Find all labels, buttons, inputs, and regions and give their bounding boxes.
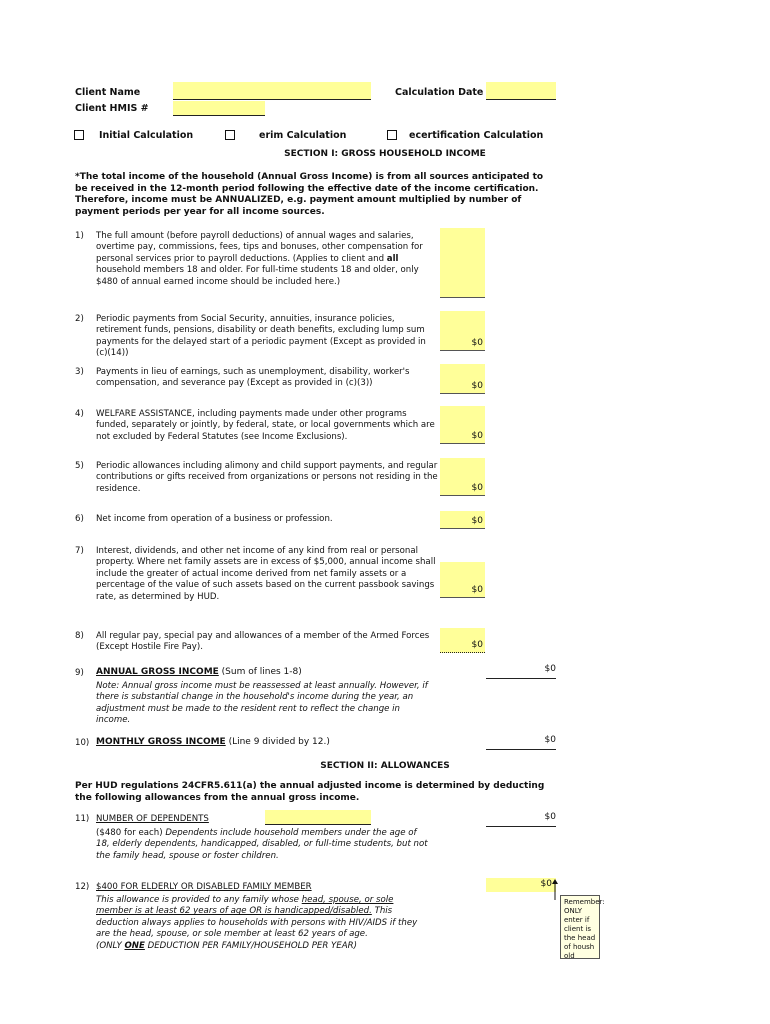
item-5-value[interactable]: $0 xyxy=(440,458,485,496)
item-8-number: 8) xyxy=(75,631,84,641)
section-2-intro: Per HUD regulations 24CFR5.611(a) the annual adjusted income is determined by deducting the following allowances from the annual gross income. xyxy=(75,781,545,803)
item-5-number: 5) xyxy=(75,461,84,471)
item-4-value[interactable]: $0 xyxy=(440,406,485,444)
item-1-description: The full amount (before payroll deductions) of annual wages and salaries, overtime pay, commissions, fees, tips and bonuses, other compensation for personal services prior to payroll deductions. (Applies to client and all household members 18 and older. For full-time students 18 and older, only $480 of annual earned income should be included here.) xyxy=(96,231,423,287)
monthly-gross-income-heading: MONTHLY GROSS INCOME (Line 9 divided by 12.) xyxy=(96,737,330,747)
item-6-number: 6) xyxy=(75,514,84,524)
item-3-description: Payments in lieu of earnings, such as unemployment, disability, worker's compensation, and severance pay (Except as provided in (c)(3)) xyxy=(96,367,410,389)
interim-calculation-label: erim Calculation xyxy=(259,130,347,141)
number-of-dependents-input[interactable] xyxy=(265,810,371,825)
item-5-description: Periodic allowances including alimony and child support payments, and regular contributions or gifts received from organizations or persons not residing in the residence. xyxy=(96,461,438,494)
client-name-label: Client Name xyxy=(75,87,141,98)
annual-gross-income-value: $0 xyxy=(486,664,556,679)
client-hmis-label: Client HMIS # xyxy=(75,103,149,114)
annual-gross-income-heading: ANNUAL GROSS INCOME (Sum of lines 1-8) xyxy=(96,667,302,677)
initial-calculation-label: Initial Calculation xyxy=(99,130,194,141)
item-1-number: 1) xyxy=(75,231,84,241)
item-1-value[interactable] xyxy=(440,228,485,298)
item-4-description: WELFARE ASSISTANCE, including payments made under other programs funded, separately or jointly, by federal, state, or local governments which are not excluded by Federal Statutes (see Income Exclusions). xyxy=(96,409,435,442)
item-2-value[interactable]: $0 xyxy=(440,311,485,351)
line-10-number: 10) xyxy=(75,738,90,748)
line-12-number: 12) xyxy=(75,882,90,892)
item-8-description: All regular pay, special pay and allowances of a member of the Armed Forces (Except Hostile Fire Pay). xyxy=(96,631,430,653)
section-2-title: SECTION II: ALLOWANCES xyxy=(320,761,450,771)
item-3-value[interactable]: $0 xyxy=(440,364,485,394)
item-4-number: 4) xyxy=(75,409,84,419)
item-6-value[interactable]: $0 xyxy=(440,511,485,529)
interim-calculation-checkbox[interactable] xyxy=(225,130,235,140)
dependents-allowance-value: $0 xyxy=(486,812,556,827)
elderly-disabled-label: $400 FOR ELDERLY OR DISABLED FAMILY MEMBER xyxy=(96,882,312,892)
initial-calculation-checkbox[interactable] xyxy=(74,130,84,140)
number-of-dependents-label: NUMBER OF DEPENDENTS xyxy=(96,814,209,824)
line-11-number: 11) xyxy=(75,814,90,824)
item-7-description: Interest, dividends, and other net income of any kind from real or personal property. Where net family assets are in excess of $5,000, annual income shall include the greater of actual income derived from net family assets or a percentage of the value of such assets based on the current passbook savings rate, as determined by HUD. xyxy=(96,546,436,602)
calculation-date-label: Calculation Date xyxy=(395,87,484,98)
elderly-disabled-description: This allowance is provided to any family whose head, spouse, or sole member is at least 62 years of age OR is handicapped/disabled. This deduction always applies to households with persons with HIV/AIDS if they are the head, spouse, or sole member at least 62 years of age. (ONLY ONE DEDUCTION PER FAMILY/HOUSEHOLD PER YEAR) xyxy=(96,895,418,951)
annual-gross-income-note: Note: Annual gross income must be reassessed at least annually. However, if there is substantial change in the household's income during the year, an adjustment must be made to the resident rent to reflect the change in income. xyxy=(96,681,428,726)
section-1-title: SECTION I: GROSS HOUSEHOLD INCOME xyxy=(284,149,486,159)
item-7-value[interactable]: $0 xyxy=(440,562,485,598)
item-2-number: 2) xyxy=(75,314,84,324)
item-6-description: Net income from operation of a business or profession. xyxy=(96,514,333,524)
item-3-number: 3) xyxy=(75,367,84,377)
item-7-number: 7) xyxy=(75,546,84,556)
elderly-disabled-value[interactable]: $0 xyxy=(486,878,556,892)
line-9-number: 9) xyxy=(75,668,84,678)
recertification-calculation-checkbox[interactable] xyxy=(387,130,397,140)
client-hmis-input[interactable] xyxy=(173,101,265,116)
monthly-gross-income-value: $0 xyxy=(486,735,556,750)
item-8-value[interactable]: $0 xyxy=(440,628,485,653)
recertification-calculation-label: ecertification Calculation xyxy=(409,130,544,141)
client-name-input[interactable] xyxy=(173,82,371,100)
calculation-date-input[interactable] xyxy=(486,82,556,100)
comment-note: Remember: ONLY enter if client is the head of housh old xyxy=(560,895,600,959)
section-1-intro: *The total income of the household (Annual Gross Income) is from all sources anticipated to be received in the 12-month period following the effective date of the income certification. Therefore, income must be ANNUALIZED, e.g. payment amount multiplied by number of payment periods per year for all income sources. xyxy=(75,172,544,217)
item-2-description: Periodic payments from Social Security, annuities, insurance policies, retirement funds, pensions, disability or death benefits, excluding lump sum payments for the delayed start of a periodic payment (Except as provided in (c)(14)) xyxy=(96,314,426,359)
number-of-dependents-description: ($480 for each) Dependents include household members under the age of 18, elderly dependents, handicapped, disabled, or full-time students, but not the family head, spouse or foster children. xyxy=(96,828,428,861)
